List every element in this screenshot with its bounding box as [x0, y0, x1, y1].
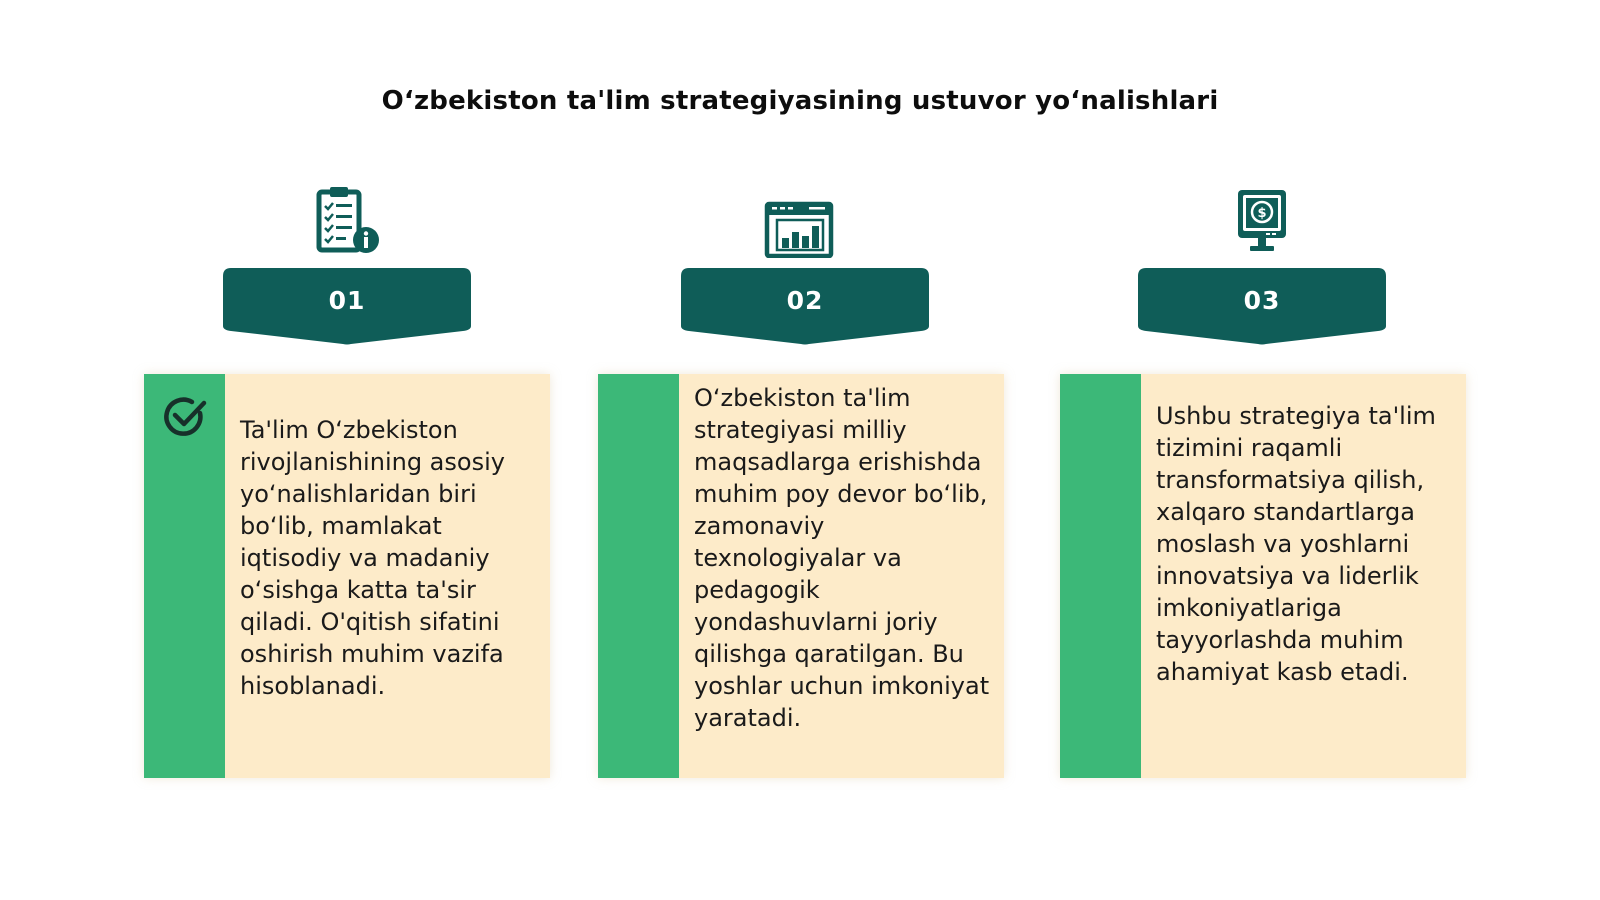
diagram-title: O‘zbekiston ta'lim strategiyasining ustuvor yo‘nalishlari	[381, 86, 1219, 116]
monitor-dollar-icon	[1222, 186, 1302, 258]
step-badge	[681, 268, 929, 348]
browser-bar-chart-icon	[761, 186, 841, 258]
check-circle-icon	[162, 394, 208, 440]
step-number: 03	[1243, 286, 1281, 315]
card-body	[1141, 374, 1466, 778]
priority-column-2	[598, 0, 1008, 900]
step-number: 01	[328, 286, 366, 315]
card-text: Ushbu strategiya ta'lim tizimini raqamli transformatsiya qilish, xalqaro standartlarga moslash va yoshlarni innovatsiya va liderlik imkoniyatlariga tayyorlashda muhim ahamiyat kasb etadi.	[1156, 402, 1436, 686]
card-accent-strip	[598, 374, 679, 778]
priority-card	[598, 374, 1004, 778]
priority-card	[1060, 374, 1466, 778]
card-text: Ta'lim O‘zbekiston rivojlanishining asosiy yo‘nalishlaridan biri bo‘lib, mamlakat iqtisodiy va madaniy o‘sishga katta ta'sir qiladi. O'qitish sifatini oshirish muhim vazifa hisoblanadi.	[240, 416, 505, 700]
priority-card	[144, 374, 550, 778]
card-accent-strip	[144, 374, 225, 778]
step-badge	[1138, 268, 1386, 348]
priority-column-3	[1060, 0, 1470, 900]
card-text: O‘zbekiston ta'lim strategiyasi milliy maqsadlarga erishishda muhim poy devor bo‘lib, zamonaviy texnologiyalar va pedagogik yondashuvlarni joriy qilishga qaratilgan. Bu yoshlar uchun imkoniyat yaratadi.	[694, 384, 990, 732]
step-badge	[223, 268, 471, 348]
clipboard-checklist-info-icon	[305, 186, 385, 258]
priority-column-1	[142, 0, 552, 900]
card-body	[225, 374, 550, 778]
card-accent-strip	[1060, 374, 1141, 778]
svg-text:$: $	[1257, 206, 1267, 221]
step-number: 02	[786, 286, 824, 315]
card-body	[679, 374, 1004, 778]
